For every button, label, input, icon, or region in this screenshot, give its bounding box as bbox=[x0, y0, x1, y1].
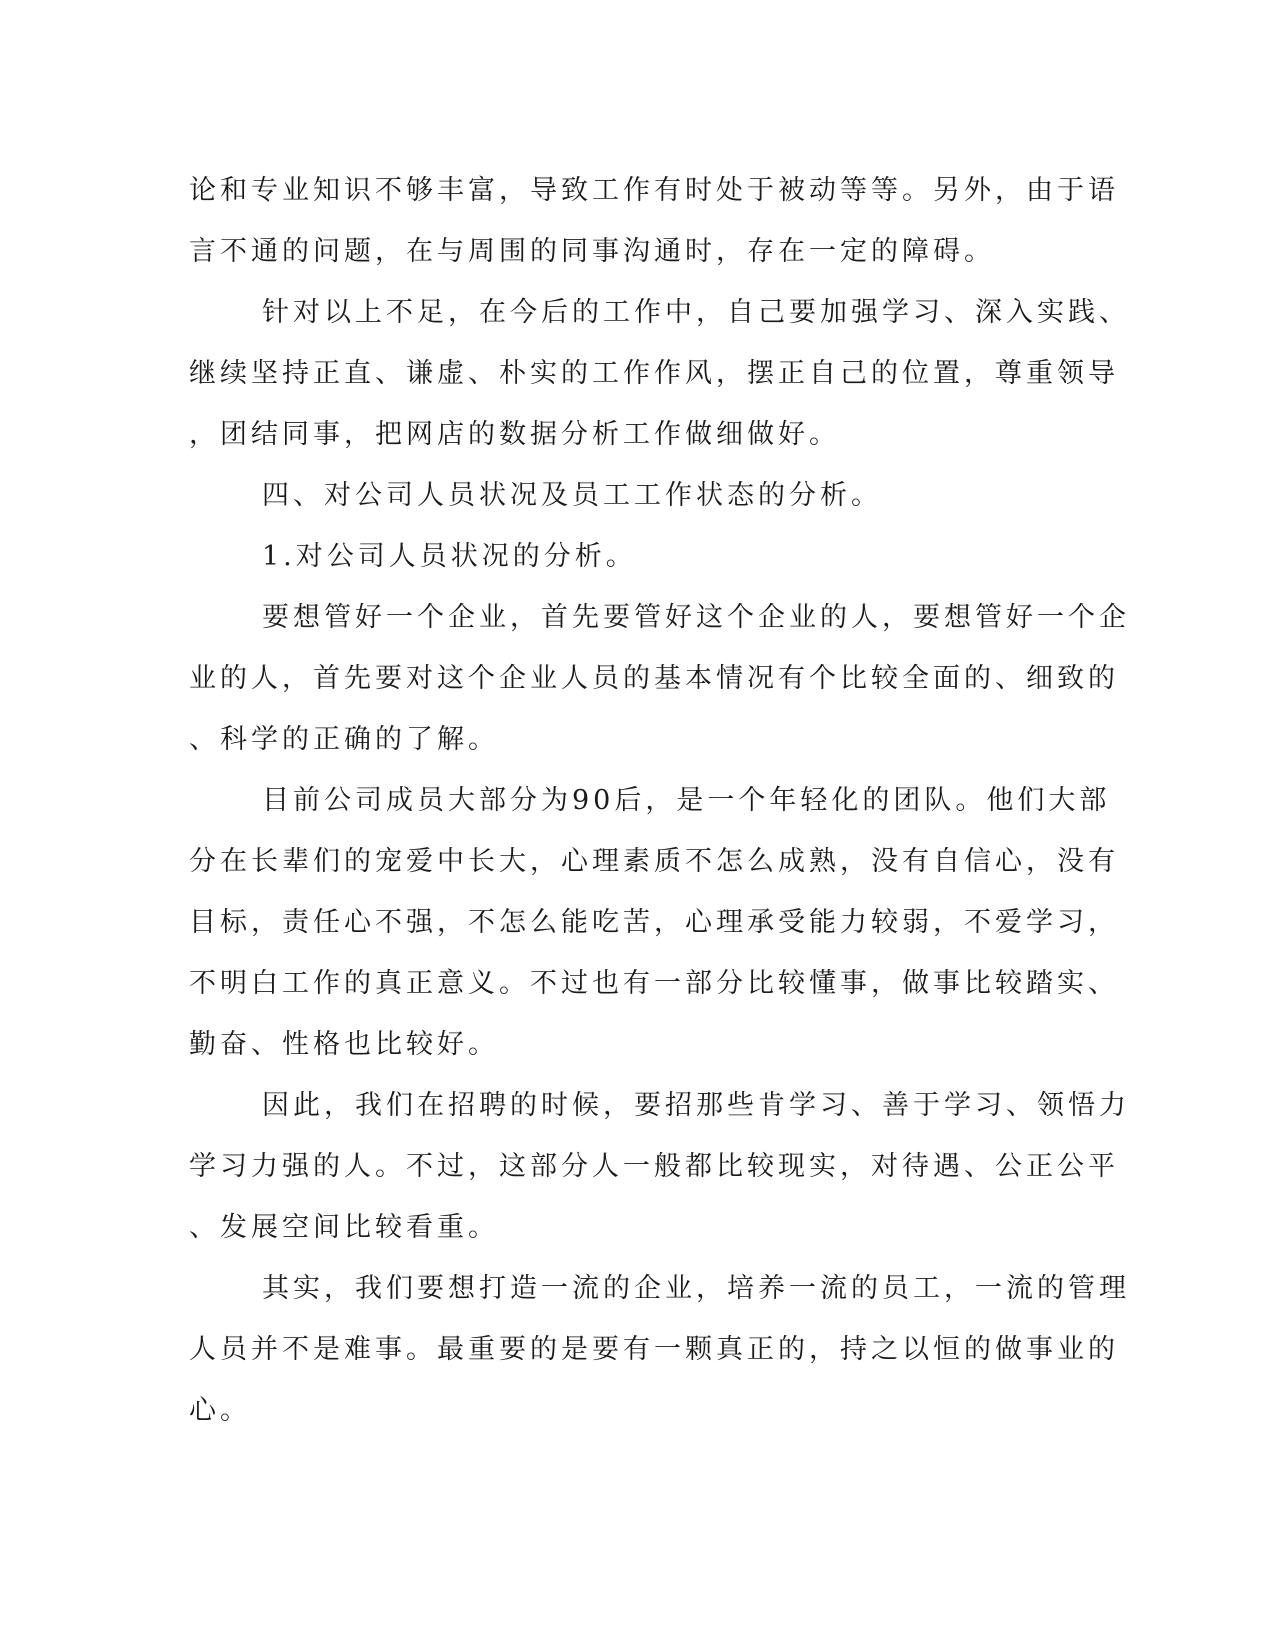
text-line: 针对以上不足，在今后的工作中，自己要加强学习、深入实践、 bbox=[262, 297, 1130, 328]
text-line: 学习力强的人。不过，这部分人一般都比较现实，对待遇、公正公平 bbox=[189, 1151, 1119, 1182]
text-line: 人员并不是难事。最重要的是要有一颗真正的，持之以恒的做事业的 bbox=[189, 1334, 1119, 1365]
text-line: 目前公司成员大部分为90后，是一个年轻化的团队。他们大部 bbox=[262, 785, 1111, 816]
text-line: 、科学的正确的了解。 bbox=[189, 724, 499, 755]
text-line: 分在长辈们的宠爱中长大，心理素质不怎么成熟，没有自信心，没有 bbox=[189, 846, 1119, 877]
text-line: 、发展空间比较看重。 bbox=[189, 1212, 499, 1243]
text-line: 心。 bbox=[189, 1395, 251, 1426]
text-line: 要想管好一个企业，首先要管好这个企业的人，要想管好一个企 bbox=[262, 602, 1130, 633]
subsection-heading: 1.对公司人员状况的分析。 bbox=[262, 541, 637, 572]
text-line: 因此，我们在招聘的时候，要招那些肯学习、善于学习、领悟力 bbox=[262, 1090, 1130, 1121]
document-body bbox=[189, 160, 1130, 1441]
text-line: ，团结同事，把网店的数据分析工作做细做好。 bbox=[189, 419, 840, 450]
text-line: 论和专业知识不够丰富，导致工作有时处于被动等等。另外，由于语 bbox=[189, 175, 1119, 206]
text-line: 不明白工作的真正意义。不过也有一部分比较懂事，做事比较踏实、 bbox=[189, 968, 1119, 999]
text-line: 继续坚持正直、谦虚、朴实的工作作风，摆正自己的位置，尊重领导 bbox=[189, 358, 1119, 389]
text-line: 勤奋、性格也比较好。 bbox=[189, 1029, 499, 1060]
section-heading: 四、对公司人员状况及员工工作状态的分析。 bbox=[262, 480, 882, 511]
text-line: 目标，责任心不强，不怎么能吃苦，心理承受能力较弱，不爱学习， bbox=[189, 907, 1119, 938]
text-line: 其实，我们要想打造一流的企业，培养一流的员工，一流的管理 bbox=[262, 1273, 1130, 1304]
text-line: 言不通的问题，在与周围的同事沟通时，存在一定的障碍。 bbox=[189, 236, 995, 267]
text-line: 业的人，首先要对这个企业人员的基本情况有个比较全面的、细致的 bbox=[189, 663, 1119, 694]
